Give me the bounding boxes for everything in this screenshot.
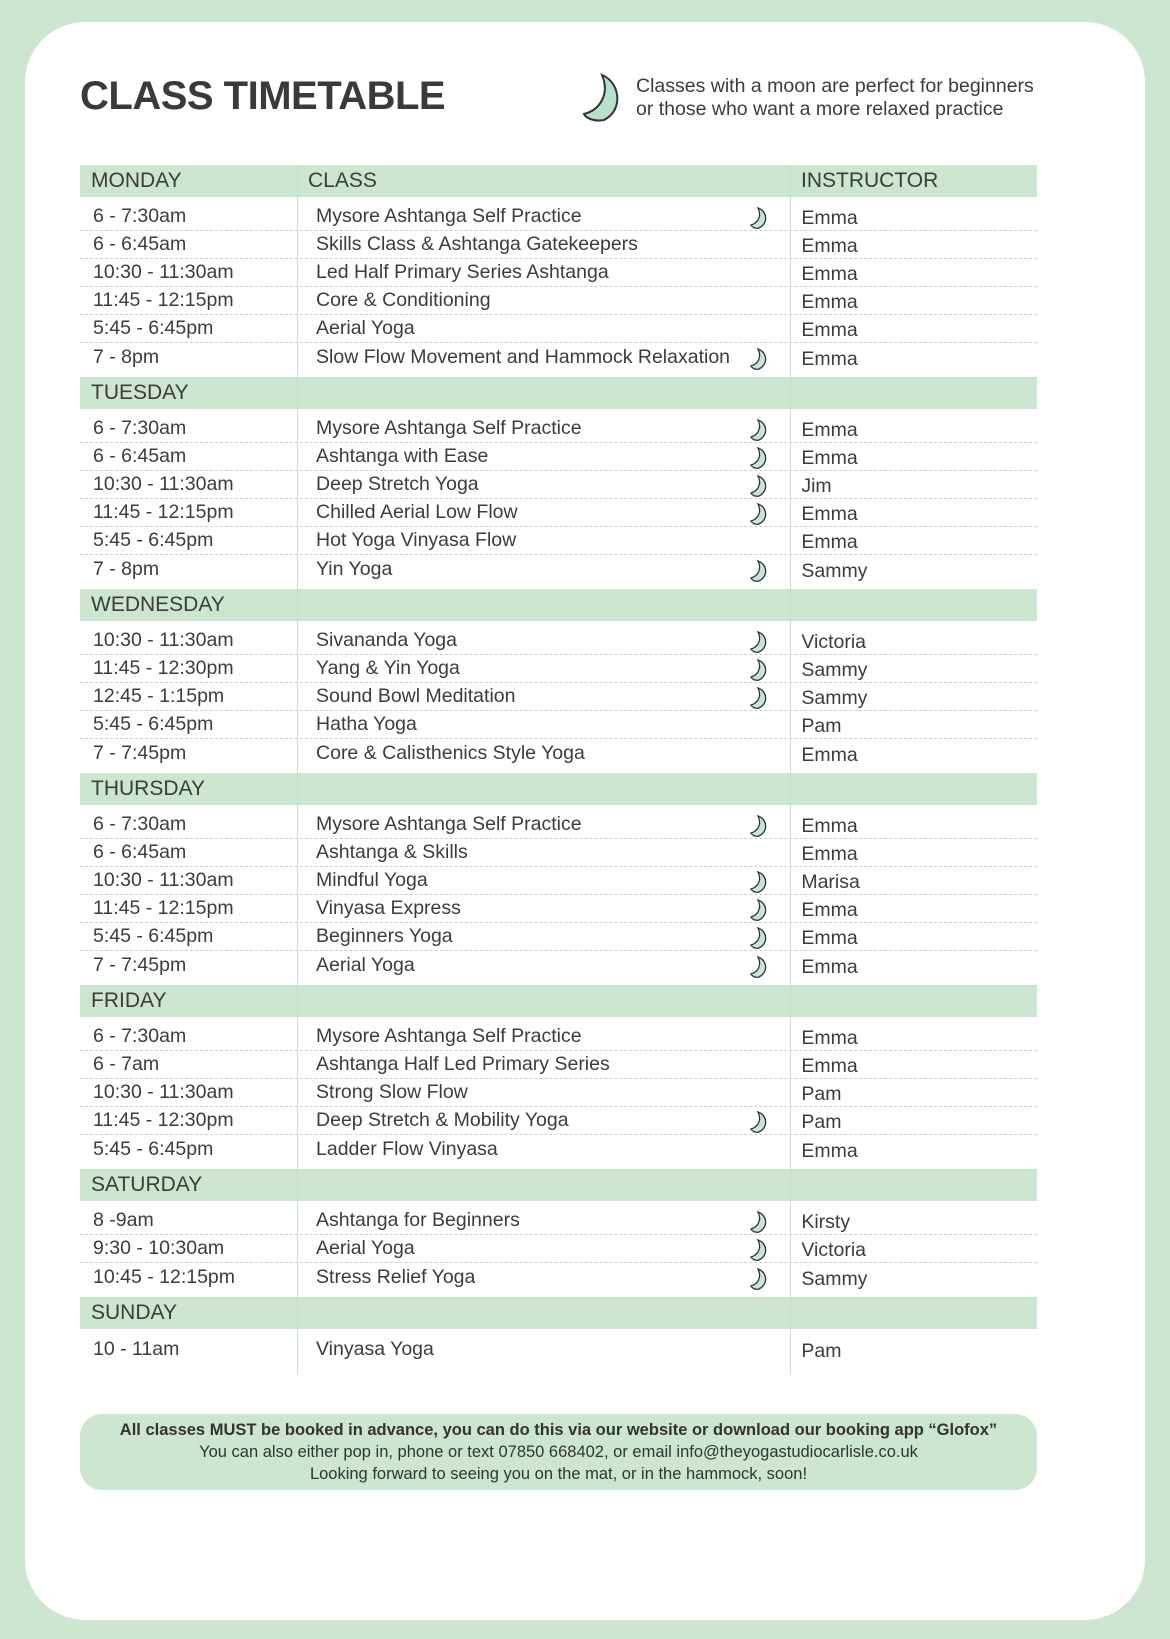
table-row <box>80 1079 1037 1107</box>
table-row <box>80 655 1037 683</box>
table-row <box>80 1235 1037 1263</box>
class-name: Stress Relief Yoga <box>316 1265 476 1288</box>
table-row <box>80 1051 1037 1079</box>
class-time: 5:45 - 6:45pm <box>93 925 214 947</box>
table-row <box>80 839 1037 867</box>
class-time: 12:45 - 1:15pm <box>93 685 225 707</box>
class-name: Vinyasa Express <box>316 897 461 919</box>
class-name: Led Half Primary Series Ashtanga <box>316 261 609 283</box>
class-time: 7 - 8pm <box>93 345 160 368</box>
column-divider <box>297 165 298 1375</box>
class-time: 5:45 - 6:45pm <box>93 1137 214 1160</box>
footer-line-2: You can also either pop in, phone or text 07850 668402, or email info@theyogastudiocarlisle.co.uk <box>199 1443 918 1461</box>
class-name: Core & Conditioning <box>316 289 491 311</box>
instructor: Pam <box>801 1083 842 1105</box>
instructor: Emma <box>801 419 858 441</box>
table-row <box>80 343 1037 371</box>
class-name-cell <box>300 1053 786 1076</box>
class-name-cell <box>300 1109 786 1132</box>
class-name: Aerial Yoga <box>316 317 415 339</box>
moon-icon <box>748 1267 770 1291</box>
class-column-header: CLASS <box>308 169 377 192</box>
class-time: 10:30 - 11:30am <box>93 1081 234 1103</box>
class-time: 6 - 7:30am <box>93 813 187 835</box>
class-name: Mysore Ashtanga Self Practice <box>316 1025 582 1047</box>
class-name: Chilled Aerial Low Flow <box>316 501 518 523</box>
class-name: Skills Class & Ashtanga Gatekeepers <box>316 233 638 255</box>
class-time: 6 - 6:45am <box>93 233 187 255</box>
class-time: 10:45 - 12:15pm <box>93 1265 236 1288</box>
moon-icon <box>748 1238 770 1262</box>
class-time: 11:45 - 12:30pm <box>93 1109 234 1131</box>
instructor: Emma <box>801 843 858 865</box>
class-name: Slow Flow Movement and Hammock Relaxation <box>316 345 731 368</box>
day-name: SUNDAY <box>91 1301 177 1324</box>
instructor: Emma <box>801 743 858 766</box>
class-name-cell <box>300 685 786 708</box>
day-name: FRIDAY <box>91 989 167 1012</box>
day-classes <box>80 805 1037 985</box>
table-row <box>80 203 1037 231</box>
table-row <box>80 1135 1037 1163</box>
moon-legend <box>580 72 1034 124</box>
instructor: Sammy <box>801 687 868 709</box>
table-row <box>80 1023 1037 1051</box>
moon-icon <box>748 898 770 922</box>
instructor: Emma <box>801 319 858 341</box>
table-row <box>80 415 1037 443</box>
day-header <box>80 985 1037 1017</box>
class-name-cell <box>300 289 786 312</box>
day-classes <box>80 1017 1037 1169</box>
class-name: Yang & Yin Yoga <box>316 657 460 679</box>
day-header <box>80 377 1037 409</box>
class-name-cell <box>300 1025 786 1048</box>
class-name-cell <box>300 558 786 581</box>
table-row <box>80 231 1037 259</box>
class-name-cell <box>300 501 786 524</box>
class-name: Mysore Ashtanga Self Practice <box>316 205 582 227</box>
class-time: 6 - 6:45am <box>93 841 187 863</box>
day-name: SATURDAY <box>91 1173 203 1196</box>
instructor: Emma <box>801 955 858 978</box>
instructor: Emma <box>801 1139 858 1162</box>
class-time: 10:30 - 11:30am <box>93 473 234 495</box>
class-name-cell <box>300 813 786 836</box>
moon-icon <box>748 474 770 498</box>
class-name-cell <box>300 346 786 369</box>
class-name: Yin Yoga <box>316 557 393 580</box>
class-name: Mysore Ashtanga Self Practice <box>316 417 582 439</box>
class-name-cell <box>300 841 786 864</box>
class-name-cell <box>300 897 786 920</box>
class-time: 10:30 - 11:30am <box>93 261 234 283</box>
table-row <box>80 1263 1037 1291</box>
class-name-cell <box>300 657 786 680</box>
class-name-cell <box>300 742 786 765</box>
class-name-cell <box>300 1237 786 1260</box>
instructor: Emma <box>801 447 858 469</box>
class-name: Beginners Yoga <box>316 925 453 947</box>
instructor: Emma <box>801 1055 858 1077</box>
day-classes <box>80 409 1037 589</box>
class-name: Core & Calisthenics Style Yoga <box>316 741 585 764</box>
instructor: Jim <box>801 475 832 497</box>
class-time: 11:45 - 12:30pm <box>93 657 234 679</box>
table-row <box>80 499 1037 527</box>
class-name: Ashtanga with Ease <box>316 445 489 467</box>
table-row <box>80 895 1037 923</box>
class-time: 11:45 - 12:15pm <box>93 289 234 311</box>
instructor: Marisa <box>801 871 860 893</box>
class-name-cell <box>300 261 786 284</box>
class-name-cell <box>300 529 786 552</box>
column-divider <box>790 165 791 1375</box>
moon-icon <box>748 870 770 894</box>
table-row <box>80 923 1037 951</box>
instructor: Emma <box>801 531 858 553</box>
instructor: Emma <box>801 235 858 257</box>
table-row <box>80 1107 1037 1135</box>
class-name-cell <box>300 1266 786 1289</box>
class-name-cell <box>300 954 786 977</box>
legend-line-2: or those who want a more relaxed practice <box>636 98 1004 120</box>
day-header <box>80 165 1037 197</box>
instructor: Emma <box>801 927 858 949</box>
class-name-cell <box>300 445 786 468</box>
class-name: Aerial Yoga <box>316 953 415 976</box>
class-name: Ashtanga for Beginners <box>316 1209 520 1231</box>
class-name: Ladder Flow Vinyasa <box>316 1137 498 1160</box>
day-header <box>80 589 1037 621</box>
class-name: Hot Yoga Vinyasa Flow <box>316 529 517 551</box>
class-name: Deep Stretch Yoga <box>316 473 479 495</box>
legend-line-1: Classes with a moon are perfect for beginners <box>636 75 1034 97</box>
moon-icon <box>748 658 770 682</box>
table-row <box>80 443 1037 471</box>
table-row <box>80 711 1037 739</box>
instructor: Emma <box>801 207 858 229</box>
table-row <box>80 287 1037 315</box>
class-name: Mindful Yoga <box>316 869 428 891</box>
class-time: 7 - 7:45pm <box>93 741 187 764</box>
table-row <box>80 555 1037 583</box>
class-name: Mysore Ashtanga Self Practice <box>316 813 582 835</box>
class-name: Deep Stretch & Mobility Yoga <box>316 1109 569 1131</box>
table-row <box>80 683 1037 711</box>
moon-icon <box>748 1110 770 1134</box>
timetable <box>80 165 1037 1369</box>
instructor: Sammy <box>801 559 868 582</box>
day-classes <box>80 621 1037 773</box>
footer-line-1: All classes MUST be booked in advance, you can do this via our website or download our booking app “Glofox” <box>119 1421 998 1439</box>
booking-info <box>80 1414 1037 1490</box>
class-time: 5:45 - 6:45pm <box>93 713 214 735</box>
class-name-cell <box>300 205 786 228</box>
class-name: Sivananda Yoga <box>316 629 457 651</box>
instructor: Sammy <box>801 659 868 681</box>
day-classes <box>80 1201 1037 1297</box>
instructor: Victoria <box>801 1239 867 1261</box>
class-time: 5:45 - 6:45pm <box>93 317 214 339</box>
instructor: Kirsty <box>801 1211 851 1233</box>
class-name-cell <box>300 1209 786 1232</box>
instructor: Victoria <box>801 631 867 653</box>
moon-icon <box>748 446 770 470</box>
table-row <box>80 627 1037 655</box>
day-name: MONDAY <box>91 169 182 192</box>
day-classes <box>80 197 1037 377</box>
class-time: 11:45 - 12:15pm <box>93 897 234 919</box>
footer-line-3: Looking forward to seeing you on the mat, or in the hammock, soon! <box>309 1465 808 1483</box>
day-header <box>80 773 1037 805</box>
table-row <box>80 867 1037 895</box>
class-time: 6 - 7:30am <box>93 417 187 439</box>
table-row <box>80 739 1037 767</box>
class-time: 10 - 11am <box>93 1337 180 1360</box>
class-time: 6 - 6:45am <box>93 445 187 467</box>
class-name: Hatha Yoga <box>316 713 417 735</box>
table-row <box>80 1335 1037 1363</box>
moon-icon <box>748 814 770 838</box>
instructor: Emma <box>801 291 858 313</box>
class-time: 8 -9am <box>93 1209 154 1231</box>
table-row <box>80 259 1037 287</box>
class-name-cell <box>300 417 786 440</box>
class-name: Sound Bowl Meditation <box>316 685 516 707</box>
instructor: Emma <box>801 347 858 370</box>
instructor: Pam <box>801 1111 842 1133</box>
instructor-column-header: INSTRUCTOR <box>801 169 939 192</box>
moon-icon <box>748 418 770 442</box>
class-name: Vinyasa Yoga <box>316 1337 434 1360</box>
table-row <box>80 811 1037 839</box>
class-time: 10:30 - 11:30am <box>93 629 234 651</box>
class-time: 10:30 - 11:30am <box>93 869 234 891</box>
moon-icon <box>748 502 770 526</box>
table-row <box>80 1207 1037 1235</box>
moon-icon <box>580 72 628 124</box>
class-time: 5:45 - 6:45pm <box>93 529 214 551</box>
day-name: THURSDAY <box>91 777 205 800</box>
day-header <box>80 1297 1037 1329</box>
class-name-cell <box>300 1338 786 1361</box>
moon-icon <box>748 1210 770 1234</box>
class-time: 7 - 8pm <box>93 557 160 580</box>
day-name: WEDNESDAY <box>91 593 225 616</box>
class-time: 9:30 - 10:30am <box>93 1237 225 1259</box>
table-row <box>80 471 1037 499</box>
class-time: 7 - 7:45pm <box>93 953 187 976</box>
instructor: Emma <box>801 899 858 921</box>
moon-icon <box>748 206 770 230</box>
class-name: Strong Slow Flow <box>316 1081 468 1103</box>
instructor: Emma <box>801 1027 858 1049</box>
instructor: Sammy <box>801 1267 868 1290</box>
moon-icon <box>748 630 770 654</box>
moon-icon <box>748 955 770 979</box>
class-name: Ashtanga Half Led Primary Series <box>316 1053 610 1075</box>
instructor: Emma <box>801 263 858 285</box>
day-classes <box>80 1329 1037 1369</box>
moon-icon <box>748 926 770 950</box>
moon-icon <box>748 686 770 710</box>
moon-icon <box>748 559 770 583</box>
class-time: 11:45 - 12:15pm <box>93 501 234 523</box>
class-name-cell <box>300 713 786 736</box>
table-row <box>80 315 1037 343</box>
class-name-cell <box>300 629 786 652</box>
class-time: 6 - 7am <box>93 1053 160 1075</box>
class-name-cell <box>300 473 786 496</box>
instructor: Emma <box>801 815 858 837</box>
instructor: Emma <box>801 503 858 525</box>
day-name: TUESDAY <box>91 381 189 404</box>
class-name-cell <box>300 317 786 340</box>
moon-icon <box>748 347 770 371</box>
class-name-cell <box>300 925 786 948</box>
instructor: Pam <box>801 715 842 737</box>
class-time: 6 - 7:30am <box>93 205 187 227</box>
class-name-cell <box>300 1081 786 1104</box>
instructor: Pam <box>801 1339 842 1362</box>
table-row <box>80 527 1037 555</box>
class-name: Ashtanga & Skills <box>316 841 468 863</box>
class-name-cell <box>300 869 786 892</box>
class-name-cell <box>300 1138 786 1161</box>
table-row <box>80 951 1037 979</box>
page-title: CLASS TIMETABLE <box>80 74 446 118</box>
class-name: Aerial Yoga <box>316 1237 415 1259</box>
class-name-cell <box>300 233 786 256</box>
class-time: 6 - 7:30am <box>93 1025 187 1047</box>
day-header <box>80 1169 1037 1201</box>
